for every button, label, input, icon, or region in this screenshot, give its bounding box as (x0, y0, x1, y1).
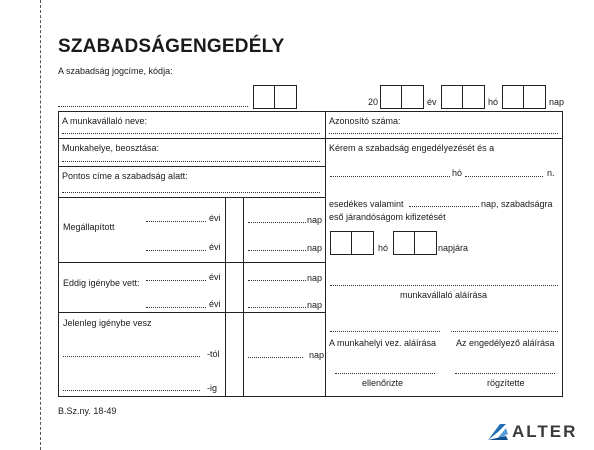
middle-divider (325, 111, 326, 397)
approver-signature-label: Az engedélyező aláírása (456, 338, 555, 348)
workplace-label: Munkahelye, beosztása: (62, 143, 160, 153)
year-unit-label: évi (209, 213, 221, 223)
due-text: esedékes valamint (329, 199, 404, 209)
reason-field[interactable] (58, 106, 248, 107)
form-code: B.Sz.ny. 18-49 (58, 406, 117, 416)
workplace-field[interactable] (62, 161, 320, 162)
determined-day1-field[interactable] (248, 222, 306, 223)
current-to-field[interactable] (63, 390, 200, 391)
approver-signature-field[interactable] (451, 331, 558, 332)
year-prefix: 20 (368, 97, 379, 107)
day-unit-label: nap (307, 243, 323, 253)
payout-day-boxes[interactable] (393, 231, 437, 255)
year-unit-label: évi (209, 272, 221, 282)
employee-name-label: A munkavállaló neve: (62, 116, 148, 126)
from-label: -tól (207, 349, 220, 359)
id-number-label: Azonosító száma: (329, 116, 401, 126)
employee-name-field[interactable] (62, 133, 320, 134)
due-line2: eső járandóságom kifizetését (329, 212, 446, 222)
year-unit-label: évi (209, 299, 221, 309)
to-label: -ig (207, 383, 218, 393)
used-year2-field[interactable] (146, 307, 206, 308)
current-days-field[interactable] (248, 357, 303, 358)
determined-day2-field[interactable] (248, 250, 306, 251)
recorded-field[interactable] (455, 373, 555, 374)
used-label: Eddig igénybe vett: (63, 278, 140, 288)
brand-name: ALTER (512, 422, 578, 441)
current-from-field[interactable] (63, 356, 200, 357)
recorded-label: rögzítette (487, 378, 525, 388)
employee-signature-label: munkavállaló aláírása (400, 290, 488, 300)
request-month-label: hó (452, 168, 463, 178)
current-label: Jelenleg igénybe vesz (63, 318, 152, 328)
year-unit-label: évi (209, 242, 221, 252)
determined-label: Megállapított (63, 222, 115, 232)
determined-year2-field[interactable] (146, 250, 206, 251)
perforation-line (40, 0, 41, 450)
year-label: év (427, 97, 437, 107)
payout-month-boxes[interactable] (330, 231, 374, 255)
day-boxes[interactable] (502, 85, 546, 109)
year-boxes[interactable] (380, 85, 424, 109)
request-n-label: n. (547, 168, 555, 178)
used-year1-field[interactable] (146, 280, 206, 281)
day-unit-label: nap (309, 350, 325, 360)
day-unit-label: nap (307, 273, 323, 283)
due-suffix: nap, szabadságra (481, 199, 553, 209)
day-label: nap (549, 97, 565, 107)
day-unit-label: nap (307, 300, 323, 310)
request-text: Kérem a szabadság engedélyezését és a (329, 143, 495, 153)
request-day-field[interactable] (465, 176, 543, 177)
reason-label: A szabadság jogcíme, kódja: (58, 66, 173, 76)
used-day2-field[interactable] (248, 307, 306, 308)
form-title: SZABADSÁGENGEDÉLY (58, 36, 285, 57)
employee-signature-field[interactable] (330, 285, 558, 286)
address-field[interactable] (62, 192, 320, 193)
manager-signature-label: A munkahelyi vez. aláírása (329, 338, 437, 348)
month-label: hó (488, 97, 499, 107)
checked-label: ellenőrizte (362, 378, 404, 388)
determined-year1-field[interactable] (146, 221, 206, 222)
checked-field[interactable] (335, 373, 435, 374)
alter-logo (486, 418, 590, 444)
address-label: Pontos címe a szabadság alatt: (62, 171, 188, 181)
payout-month-label: hó (378, 243, 389, 253)
payout-day-label: napjára (438, 243, 469, 253)
id-number-field[interactable] (329, 133, 558, 134)
reason-code-boxes[interactable] (253, 85, 297, 109)
request-year-field[interactable] (330, 176, 450, 177)
manager-signature-field[interactable] (330, 331, 440, 332)
month-boxes[interactable] (441, 85, 485, 109)
day-unit-label: nap (307, 215, 323, 225)
used-day1-field[interactable] (248, 280, 306, 281)
due-days-field[interactable] (409, 206, 479, 207)
